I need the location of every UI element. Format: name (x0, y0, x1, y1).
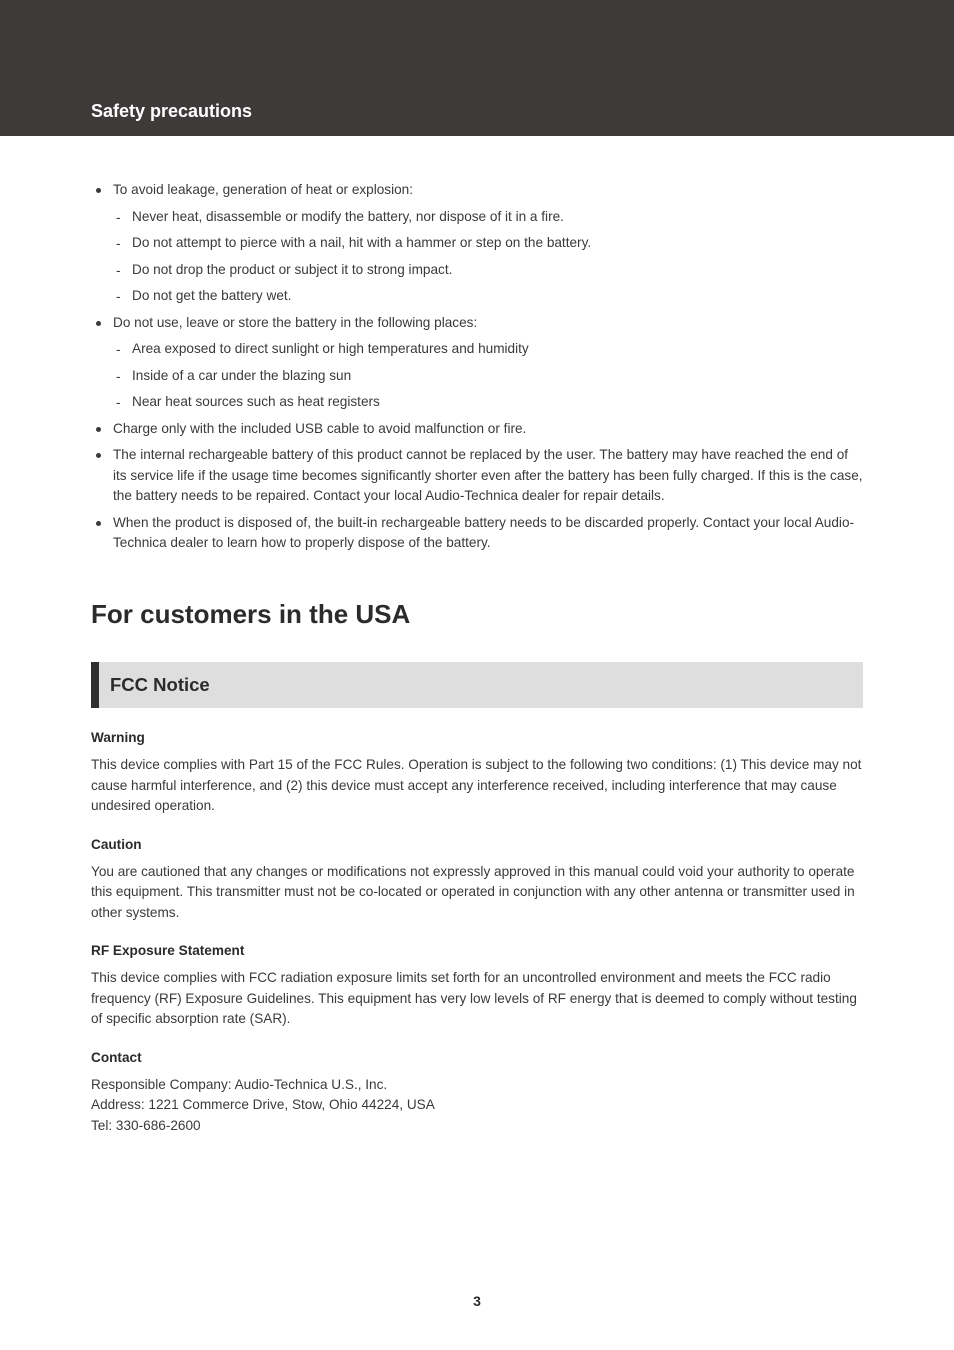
page-number: 3 (473, 1293, 481, 1309)
fcc-notice-banner (91, 662, 863, 708)
list-item-text: Do not use, leave or store the battery in the following places: (113, 314, 478, 330)
list-item (91, 313, 863, 413)
contact-tel: Tel: 330-686-2600 (91, 1117, 201, 1133)
page-header (0, 0, 954, 136)
header-title: Safety precautions (91, 101, 253, 121)
list-item-text: Charge only with the included USB cable to avoid malfunction or fire. (113, 420, 527, 436)
sub-list-item: - Do not get the battery wet. (113, 286, 863, 307)
contact-details (91, 1075, 863, 1137)
list-item (91, 445, 863, 507)
caution-heading: Caution (91, 836, 142, 852)
rf-exposure-heading: RF Exposure Statement (91, 943, 245, 958)
list-item-text: The internal rechargeable battery of this product cannot be replaced by the user. The battery may have reached the end of its service life if the usage time becomes significantly shorter even after the battery has been fully charged. If this is the case, the battery needs to be repaired. Contact your local Audio-Technica dealer for repair details. (113, 447, 863, 503)
contact-company: Responsible Company: Audio-Technica U.S., Inc. (91, 1076, 388, 1092)
rf-exposure-body: This device complies with FCC radiation exposure limits set forth for an uncontrolled environment and meets the FCC radio frequency (RF) Exposure Guidelines. This equipment has very low levels of RF energy that is deemed to comply without testing of specific absorption rate (SAR). (91, 970, 857, 1026)
contact-heading: Contact (91, 1049, 142, 1065)
sub-list-item: - Never heat, disassemble or modify the battery, nor dispose of it in a fire. (113, 207, 863, 228)
contact-address: Address: 1221 Commerce Drive, Stow, Ohio 44224, USA (91, 1097, 435, 1112)
caution-body: You are cautioned that any changes or modifications not expressly approved in this manual could void your authority to operate this equipment. This transmitter must not be co-located or operated in conjunction with any other antenna or transmitter used in other systems. (91, 863, 855, 920)
sub-list-item: - Do not attempt to pierce with a nail, hit with a hammer or step on the battery. (113, 233, 863, 254)
safety-list (91, 180, 863, 554)
list-item-text: When the product is disposed of, the built-in rechargeable battery needs to be discarded properly. Contact your local Audio-Technica dealer to learn how to properly dispose of the battery. (113, 514, 855, 550)
warning-heading: Warning (91, 730, 145, 745)
list-item (91, 419, 863, 440)
sub-list (113, 339, 863, 413)
fcc-content (91, 729, 863, 1136)
section-title: For customers in the USA (91, 599, 411, 629)
warning-body: This device complies with Part 15 of the FCC Rules. Operation is subject to the following two conditions: (1) This device may not cause harmful interference, and (2) this device must accept any interference received, including interference that may cause undesired operation. (91, 757, 862, 813)
fcc-notice-title: FCC Notice (110, 674, 210, 695)
list-item (91, 180, 863, 307)
sub-list-item: - Inside of a car under the blazing sun (113, 366, 863, 387)
sub-list-item: - Area exposed to direct sunlight or high temperatures and humidity (113, 339, 863, 360)
list-item-text: To avoid leakage, generation of heat or explosion: (113, 182, 414, 197)
sub-list (113, 207, 863, 307)
safety-content (91, 180, 863, 560)
list-item (91, 513, 863, 554)
sub-list-item: - Near heat sources such as heat registers (113, 392, 863, 413)
sub-list-item: - Do not drop the product or subject it to strong impact. (113, 260, 863, 281)
